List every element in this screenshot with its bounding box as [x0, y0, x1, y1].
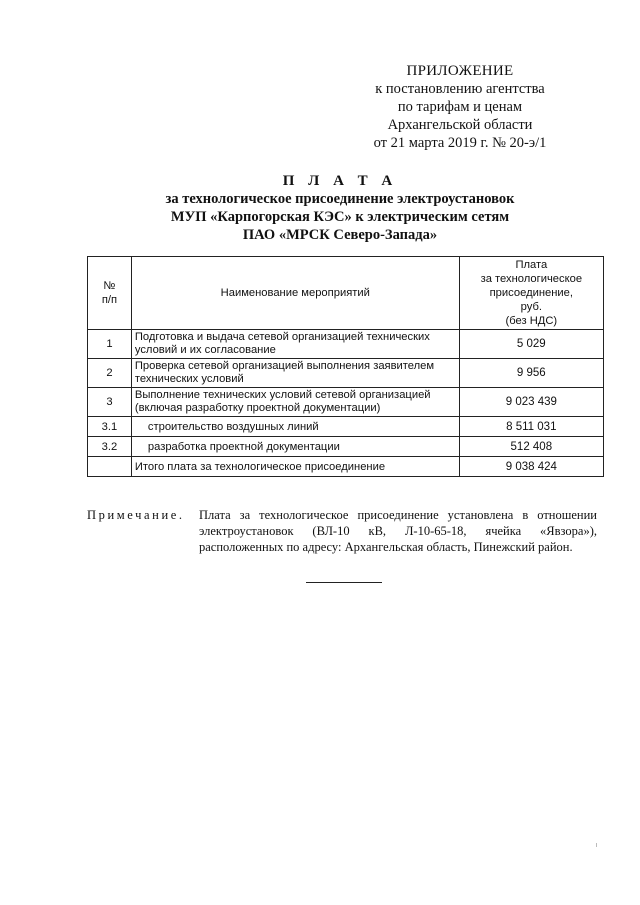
appendix-title: ПРИЛОЖЕНИЕ [406, 63, 514, 79]
table-row [88, 359, 604, 388]
closing-separator-line [306, 582, 382, 583]
table-row [88, 417, 604, 437]
document-title: П Л А Т А [282, 173, 398, 189]
table-row [88, 437, 604, 457]
document-heading [60, 172, 620, 244]
row-number [88, 457, 132, 477]
appendix-line: от 21 марта 2019 г. № 20-э/1 [373, 135, 547, 151]
row-number: 3.2 [88, 437, 132, 457]
note-label: Примечание. [87, 508, 185, 522]
header-fee-line: за технологическое [480, 273, 583, 285]
row-name: Выполнение технических условий сетевой организацией (включая разработку проектной документации) [131, 388, 459, 417]
heading-line: МУП «Карпогорская КЭС» к электрическим сетям [170, 209, 510, 225]
row-number: 1 [88, 330, 132, 359]
header-fee [459, 257, 603, 330]
row-fee: 9 956 [459, 359, 603, 388]
fee-table [87, 256, 604, 477]
appendix-line: Архангельской области [387, 117, 533, 133]
appendix-line: к постановлению агентства [375, 81, 545, 97]
row-name: Подготовка и выдача сетевой организацией технических условий и их согласование [131, 330, 459, 359]
note-text: Плата за технологическое присоединение установлена в отношении электроустановок (ВЛ-10 кВ, Л-10-65-18, ячейка «Явзора»), расположенных по адресу: Архангельская область, Пинежский район. [199, 508, 597, 554]
table-total-row [88, 457, 604, 477]
row-fee: 9 038 424 [459, 457, 603, 477]
heading-line: ПАО «МРСК Северо-Запада» [242, 227, 438, 243]
row-name: Итого плата за технологическое присоединение [131, 457, 459, 477]
appendix-line: по тарифам и ценам [397, 99, 523, 115]
row-fee: 8 511 031 [459, 417, 603, 437]
table-row [88, 330, 604, 359]
header-fee-line: руб. [520, 301, 542, 313]
heading-line: за технологическое присоединение электроустановок [165, 191, 515, 207]
row-number: 2 [88, 359, 132, 388]
row-name: Проверка сетевой организацией выполнения заявителем технических условий [131, 359, 459, 388]
header-name: Наименование мероприятий [131, 257, 459, 330]
table-header-row [88, 257, 604, 330]
header-fee-line: (без НДС) [505, 315, 558, 327]
row-fee: 9 023 439 [459, 388, 603, 417]
appendix-block [340, 62, 580, 152]
row-number: 3 [88, 388, 132, 417]
header-fee-line: присоединение, [489, 287, 574, 299]
header-fee-line: Плата [515, 259, 548, 271]
row-name: разработка проектной документации [131, 437, 459, 457]
scan-speck [596, 843, 597, 847]
row-number: 3.1 [88, 417, 132, 437]
row-fee: 512 408 [459, 437, 603, 457]
table-row [88, 388, 604, 417]
row-fee: 5 029 [459, 330, 603, 359]
header-number [88, 257, 132, 330]
header-number-line: п/п [101, 294, 118, 306]
row-name: строительство воздушных линий [131, 417, 459, 437]
header-number-line: № [103, 280, 116, 292]
